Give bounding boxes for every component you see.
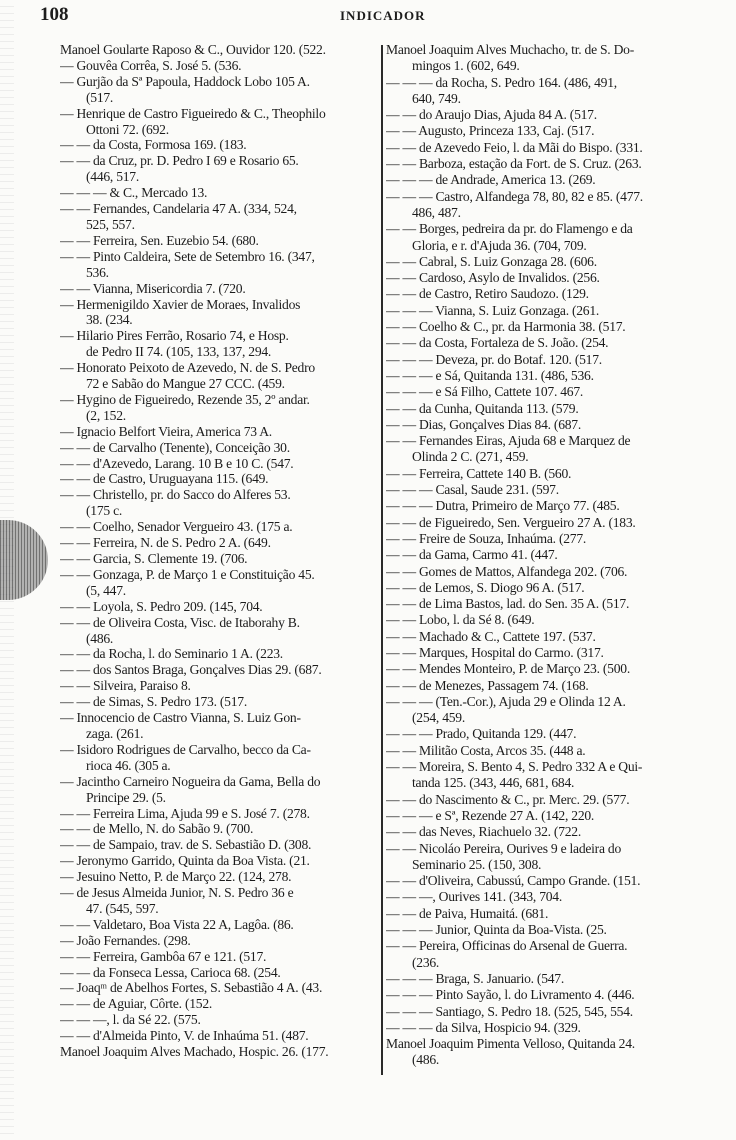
directory-entry: [60, 328, 380, 360]
directory-entry: [60, 249, 380, 281]
entry-line: — — Garcia, S. Clemente 19. (706.: [60, 551, 248, 566]
directory-entry: [386, 515, 731, 531]
directory-entry: [60, 1012, 380, 1028]
entry-line: — — Gomes de Mattos, Alfandega 202. (706.: [386, 563, 628, 579]
entry-line: — — Pinto Caldeira, Sete de Setembro 16. (347,: [60, 248, 315, 264]
entry-line: — — de Sampaio, trav. de S. Sebastião D. (308.: [60, 837, 312, 853]
entry-line: — — Cabral, S. Luiz Gonzaga 28. (606.: [386, 253, 597, 269]
directory-entry: [386, 987, 731, 1003]
directory-entry: [386, 335, 731, 351]
entry-line: — — Silveira, Paraiso 8.: [60, 678, 191, 694]
entry-line: — — — Castro, Alfandega 78, 80, 82 e 85. (477.: [386, 188, 643, 204]
entry-line: — Jesuino Netto, P. de Março 22. (124, 278.: [60, 869, 292, 885]
directory-entry: [386, 221, 731, 254]
directory-entry: [386, 938, 731, 971]
entry-continuation-line: (2, 152.: [86, 407, 126, 423]
entry-continuation-line: (486.: [86, 630, 114, 646]
directory-entry: [386, 612, 731, 628]
directory-entry: [386, 303, 731, 319]
entry-line: — Innocencio de Castro Vianna, S. Luiz Gon-: [60, 710, 301, 726]
directory-entry: [60, 869, 380, 885]
entry-line: — — Christello, pr. do Sacco do Alferes 53.: [60, 487, 291, 503]
entry-line: — Hilario Pires Ferrão, Rosario 74, e Hosp.: [60, 328, 289, 344]
directory-entry: [60, 646, 380, 662]
directory-entry: [60, 137, 380, 153]
entry-line: — — — Braga, S. Januario. (547.: [386, 970, 565, 986]
directory-entry: [386, 466, 731, 482]
directory-entry: [60, 1044, 380, 1060]
directory-entry: [386, 140, 731, 156]
entry-line: — Honorato Peixoto de Azevedo, N. de S. Pedro: [60, 360, 315, 376]
entry-continuation-line: 525, 557.: [86, 216, 135, 232]
page-stain: [0, 520, 48, 600]
entry-line: — — d'Oliveira, Cabussú, Campo Grande. (151.: [386, 873, 641, 889]
entry-line: Manoel Goularte Raposo & C., Ouvidor 120. (522.: [60, 42, 326, 57]
entry-line: — — Fernandes Eiras, Ajuda 68 e Marquez de: [386, 433, 631, 449]
entry-line: — — Vianna, Misericordia 7. (720.: [60, 280, 246, 296]
entry-line: — — — de Andrade, America 13. (269.: [386, 172, 596, 188]
entry-line: — — Freire de Souza, Inhaúma. (277.: [386, 530, 587, 546]
column-divider: [381, 45, 383, 1075]
entry-line: — — Coelho & C., pr. da Harmonia 38. (517.: [386, 319, 626, 335]
entry-line: — — de Mello, N. do Sabão 9. (700.: [60, 821, 254, 837]
directory-entry: [60, 837, 380, 853]
directory-entry: [60, 567, 380, 599]
entry-line: — — — (Ten.-Cor.), Ajuda 29 e Olinda 12 A.: [386, 693, 626, 709]
directory-entry: [60, 106, 380, 138]
directory-entry: [386, 971, 731, 987]
entry-line: — — da Cruz, pr. D. Pedro I 69 e Rosario 65.: [60, 153, 299, 169]
directory-entry: [386, 596, 731, 612]
entry-line: — João Fernandes. (298.: [60, 932, 191, 948]
directory-entry: [386, 759, 731, 792]
directory-entry: [386, 808, 731, 824]
entry-line: — — — & C., Mercado 13.: [60, 185, 208, 201]
directory-entry: [386, 694, 731, 727]
directory-entry: [386, 482, 731, 498]
entry-line: — — Mendes Monteiro, P. de Março 23. (500.: [386, 661, 630, 677]
directory-entry: [60, 774, 380, 806]
entry-line: — Joaqᵐ de Abelhos Fortes, S. Sebastião 4 A. (43.: [60, 980, 323, 996]
entry-line: — — — Junior, Quinta da Boa-Vista. (25.: [386, 922, 607, 938]
entry-continuation-line: (446, 517.: [86, 169, 140, 185]
entry-continuation-line: 72 e Sabão do Mangue 27 CCC. (459.: [86, 376, 285, 392]
entry-line: — Gouvêa Corrêa, S. José 5. (536.: [60, 57, 242, 73]
directory-entry: [386, 661, 731, 677]
entry-line: — — de Aguiar, Côrte. (152.: [60, 996, 213, 1012]
directory-entry: [60, 806, 380, 822]
directory-entry: [386, 1036, 731, 1069]
entry-continuation-line: Gloria, e r. d'Ajuda 36. (704, 709.: [412, 237, 587, 253]
directory-entry: [386, 922, 731, 938]
directory-entry: [60, 694, 380, 710]
entry-line: — Henrique de Castro Figueiredo & C., Theophilo: [60, 105, 326, 121]
entry-line: — — Gonzaga, P. de Março 1 e Constituição 45.: [60, 566, 315, 582]
directory-entry: [60, 917, 380, 933]
entry-line: — Hygino de Figueiredo, Rezende 35, 2º andar.: [60, 391, 310, 407]
directory-entry: [60, 821, 380, 837]
directory-entry: [386, 1020, 731, 1036]
entry-continuation-line: (517.: [86, 89, 114, 105]
entry-continuation-line: 640, 749.: [412, 90, 461, 106]
entry-line: — — Nicoláo Pereira, Ourives 9 e ladeira do: [386, 840, 621, 856]
directory-entry: [386, 792, 731, 808]
entry-continuation-line: 47. (545, 597.: [86, 900, 159, 916]
entry-continuation-line: mingos 1. (602, 649.: [412, 58, 520, 74]
entry-line: — — de Oliveira Costa, Visc. de Itaborahy B.: [60, 614, 300, 630]
entry-line: — — do Nascimento & C., pr. Merc. 29. (577.: [386, 791, 630, 807]
entry-line: — — — Vianna, S. Luiz Gonzaga. (261.: [386, 302, 600, 318]
entry-continuation-line: Seminario 25. (150, 308.: [412, 856, 542, 872]
directory-entry: [386, 726, 731, 742]
directory-entry: [386, 678, 731, 694]
directory-entry: [60, 392, 380, 424]
directory-entry: [60, 980, 380, 996]
entry-line: — — da Rocha, l. do Seminario 1 A. (223.: [60, 646, 283, 662]
directory-entry: [60, 297, 380, 329]
entry-line: — — de Paiva, Humaitá. (681.: [386, 905, 549, 921]
directory-entry: [386, 156, 731, 172]
entry-line: — Jeronymo Garrido, Quinta da Boa Vista. (21.: [60, 853, 310, 869]
entry-line: — — dos Santos Braga, Gonçalves Dias 29. (687.: [60, 662, 322, 678]
directory-entry: [386, 368, 731, 384]
entry-line: — — Marques, Hospital do Carmo. (317.: [386, 644, 604, 660]
entry-line: — — — Santiago, S. Pedro 18. (525, 545, 554.: [386, 1003, 633, 1019]
directory-entry: [386, 270, 731, 286]
entry-line: — — da Gama, Carmo 41. (447.: [386, 547, 558, 563]
directory-entry: [60, 58, 380, 74]
entry-line: — — —, Ourives 141. (343, 704.: [386, 889, 563, 905]
directory-entry: [60, 1028, 380, 1044]
entry-line: — — Dias, Gonçalves Dias 84. (687.: [386, 416, 581, 432]
entry-line: — — Ferreira Lima, Ajuda 99 e S. José 7. (278.: [60, 805, 310, 821]
entry-continuation-line: 38. (234.: [86, 312, 133, 328]
right-column: [386, 42, 731, 1069]
entry-line: — — Augusto, Princeza 133, Caj. (517.: [386, 123, 595, 139]
entry-line: — Isidoro Rodrigues de Carvalho, becco da Ca-: [60, 741, 311, 757]
directory-entry: [60, 519, 380, 535]
directory-entry: [386, 743, 731, 759]
entry-continuation-line: 536.: [86, 264, 109, 280]
directory-entry: [60, 360, 380, 392]
directory-entry: [386, 123, 731, 139]
entry-continuation-line: Ottoni 72. (692.: [86, 121, 169, 137]
entry-line: — Hermenigildo Xavier de Moraes, Invalidos: [60, 296, 301, 312]
entry-continuation-line: (254, 459.: [412, 710, 466, 726]
entry-continuation-line: (175 c.: [86, 503, 122, 519]
directory-entry: [60, 535, 380, 551]
entry-continuation-line: (5, 447.: [86, 582, 126, 598]
entry-line: — — — e Sá Filho, Cattete 107. 467.: [386, 384, 584, 400]
entry-line: — — — Casal, Saude 231. (597.: [386, 482, 559, 498]
running-head: INDICADOR: [340, 8, 426, 23]
directory-entry: [60, 885, 380, 917]
entry-continuation-line: (236.: [412, 954, 440, 970]
entry-line: — — de Lima Bastos, lad. do Sen. 35 A. (517.: [386, 596, 630, 612]
directory-entry: [60, 710, 380, 742]
entry-line: — — Moreira, S. Bento 4, S. Pedro 332 A e Qui-: [386, 759, 643, 775]
entry-line: — — de Carvalho (Tenente), Conceição 30.: [60, 439, 290, 455]
directory-entry: [386, 889, 731, 905]
entry-line: — — — da Rocha, S. Pedro 164. (486, 491,: [386, 74, 617, 90]
directory-entry: [60, 487, 380, 519]
directory-entry: [60, 233, 380, 249]
entry-line: — — Fernandes, Candelaria 47 A. (334, 524,: [60, 201, 297, 217]
directory-entry: [60, 153, 380, 185]
directory-entry: [60, 471, 380, 487]
directory-entry: [386, 384, 731, 400]
directory-entry: [60, 551, 380, 567]
directory-entry: [386, 547, 731, 563]
directory-entry: [386, 417, 731, 433]
entry-line: — — — Dutra, Primeiro de Março 77. (485.: [386, 498, 620, 514]
entry-line: — — —, l. da Sé 22. (575.: [60, 1012, 201, 1028]
entry-line: — — de Castro, Uruguayana 115. (649.: [60, 471, 269, 487]
directory-entry: [60, 996, 380, 1012]
directory-entry: [386, 401, 731, 417]
entry-line: — — Valdetaro, Boa Vista 22 A, Lagôa. (86.: [60, 916, 294, 932]
directory-entry: [386, 42, 731, 75]
entry-line: — Gurjão da Sª Papoula, Haddock Lobo 105 A.: [60, 73, 310, 89]
directory-entry: [60, 965, 380, 981]
directory-entry: [386, 629, 731, 645]
entry-line: — — Ferreira, Cattete 140 B. (560.: [386, 465, 572, 481]
entry-continuation-line: rioca 46. (305 a.: [86, 757, 171, 773]
entry-line: — — de Figueiredo, Sen. Vergueiro 27 A. (183.: [386, 514, 636, 530]
entry-line: — — Machado & C., Cattete 197. (537.: [386, 628, 596, 644]
directory-entry: [60, 678, 380, 694]
directory-entry: [386, 580, 731, 596]
entry-line: — — de Lemos, S. Diogo 96 A. (517.: [386, 579, 585, 595]
directory-entry: [60, 615, 380, 647]
directory-entry: [386, 319, 731, 335]
directory-entry: [386, 172, 731, 188]
entry-line: — — Barboza, estação da Fort. de S. Cruz. (263.: [386, 156, 642, 172]
directory-entry: [60, 201, 380, 233]
directory-entry: [60, 933, 380, 949]
entry-line: — — da Fonseca Lessa, Carioca 68. (254.: [60, 964, 281, 980]
entry-line: — — Lobo, l. da Sé 8. (649.: [386, 612, 535, 628]
entry-line: — — da Cunha, Quitanda 113. (579.: [386, 400, 579, 416]
entry-continuation-line: zaga. (261.: [86, 725, 144, 741]
entry-line: — — — e Sª, Rezende 27 A. (142, 220.: [386, 807, 595, 823]
entry-continuation-line: de Pedro II 74. (105, 133, 137, 294.: [86, 344, 272, 360]
directory-entry: [60, 74, 380, 106]
directory-entry: [60, 853, 380, 869]
entry-line: — de Jesus Almeida Junior, N. S. Pedro 36 e: [60, 885, 294, 901]
entry-line: — — — Pinto Sayão, l. do Livramento 4. (446.: [386, 987, 635, 1003]
entry-line: — — Ferreira, Gambôa 67 e 121. (517.: [60, 948, 267, 964]
entry-line: — — do Araujo Dias, Ajuda 84 A. (517.: [386, 107, 597, 123]
directory-entry: [386, 75, 731, 108]
directory-entry: [386, 189, 731, 222]
directory-entry: [386, 254, 731, 270]
directory-entry: [386, 498, 731, 514]
entry-line: — — d'Azevedo, Larang. 10 B e 10 C. (547.: [60, 455, 294, 471]
entry-continuation-line: Principe 29. (5.: [86, 789, 166, 805]
entry-line: — Jacintho Carneiro Nogueira da Gama, Bella do: [60, 773, 321, 789]
entry-continuation-line: Olinda 2 C. (271, 459.: [412, 449, 529, 465]
entry-continuation-line: tanda 125. (343, 446, 681, 684.: [412, 775, 575, 791]
entry-line: — — Loyola, S. Pedro 209. (145, 704.: [60, 598, 263, 614]
entry-line: — — — e Sá, Quitanda 131. (486, 536.: [386, 367, 594, 383]
entry-line: — — Pereira, Officinas do Arsenal de Guerra.: [386, 938, 628, 954]
directory-entry: [60, 599, 380, 615]
directory-entry: [60, 424, 380, 440]
entry-line: — — de Castro, Retiro Saudozo. (129.: [386, 286, 589, 302]
entry-line: — — d'Almeida Pinto, V. de Inhaúma 51. (487.: [60, 1028, 309, 1044]
directory-entry: [60, 42, 380, 58]
directory-entry: [386, 841, 731, 874]
entry-line: Manoel Joaquim Alves Machado, Hospic. 26. (177.: [60, 1044, 329, 1060]
directory-entry: [386, 564, 731, 580]
entry-line: Manoel Joaquim Pimenta Velloso, Quitanda 24.: [386, 1036, 635, 1052]
entry-line: — — Coelho, Senador Vergueiro 43. (175 a.: [60, 519, 293, 535]
directory-entry: [60, 185, 380, 201]
entry-line: — — das Neves, Riachuelo 32. (722.: [386, 824, 581, 840]
directory-entry: [386, 433, 731, 466]
entry-continuation-line: (486.: [412, 1052, 440, 1068]
left-column: [60, 42, 380, 1060]
directory-entry: [60, 281, 380, 297]
directory-entry: [60, 742, 380, 774]
entry-line: — — Cardoso, Asylo de Invalidos. (256.: [386, 270, 600, 286]
directory-entry: [386, 906, 731, 922]
entry-line: — — da Costa, Formosa 169. (183.: [60, 137, 247, 153]
entry-line: — — de Simas, S. Pedro 173. (517.: [60, 694, 247, 710]
entry-line: — — de Menezes, Passagem 74. (168.: [386, 677, 589, 693]
directory-entry: [386, 531, 731, 547]
directory-entry: [386, 107, 731, 123]
directory-entry: [60, 440, 380, 456]
entry-line: — — — da Silva, Hospicio 94. (329.: [386, 1019, 581, 1035]
directory-entry: [386, 824, 731, 840]
entry-line: — — — Prado, Quitanda 129. (447.: [386, 726, 577, 742]
entry-line: — Ignacio Belfort Vieira, America 73 A.: [60, 423, 272, 439]
entry-line: — — de Azevedo Feio, l. da Mãi do Bispo. (331.: [386, 139, 643, 155]
entry-line: — — — Deveza, pr. do Botaf. 120. (517.: [386, 351, 602, 367]
directory-entry: [60, 456, 380, 472]
entry-line: — — Militão Costa, Arcos 35. (448 a.: [386, 742, 586, 758]
directory-entry: [60, 662, 380, 678]
directory-entry: [60, 949, 380, 965]
entry-line: — — da Costa, Fortaleza de S. João. (254.: [386, 335, 609, 351]
entry-line: — — Ferreira, N. de S. Pedro 2 A. (649.: [60, 535, 271, 551]
entry-line: — — Borges, pedreira da pr. do Flamengo e da: [386, 221, 633, 237]
directory-entry: [386, 645, 731, 661]
page-number: 108: [40, 4, 69, 25]
directory-entry: [386, 1004, 731, 1020]
directory-entry: [386, 286, 731, 302]
entry-continuation-line: 486, 487.: [412, 204, 461, 220]
directory-entry: [386, 352, 731, 368]
directory-entry: [386, 873, 731, 889]
entry-line: Manoel Joaquim Alves Muchacho, tr. de S. Do-: [386, 42, 634, 57]
entry-line: — — Ferreira, Sen. Euzebio 54. (680.: [60, 232, 259, 248]
